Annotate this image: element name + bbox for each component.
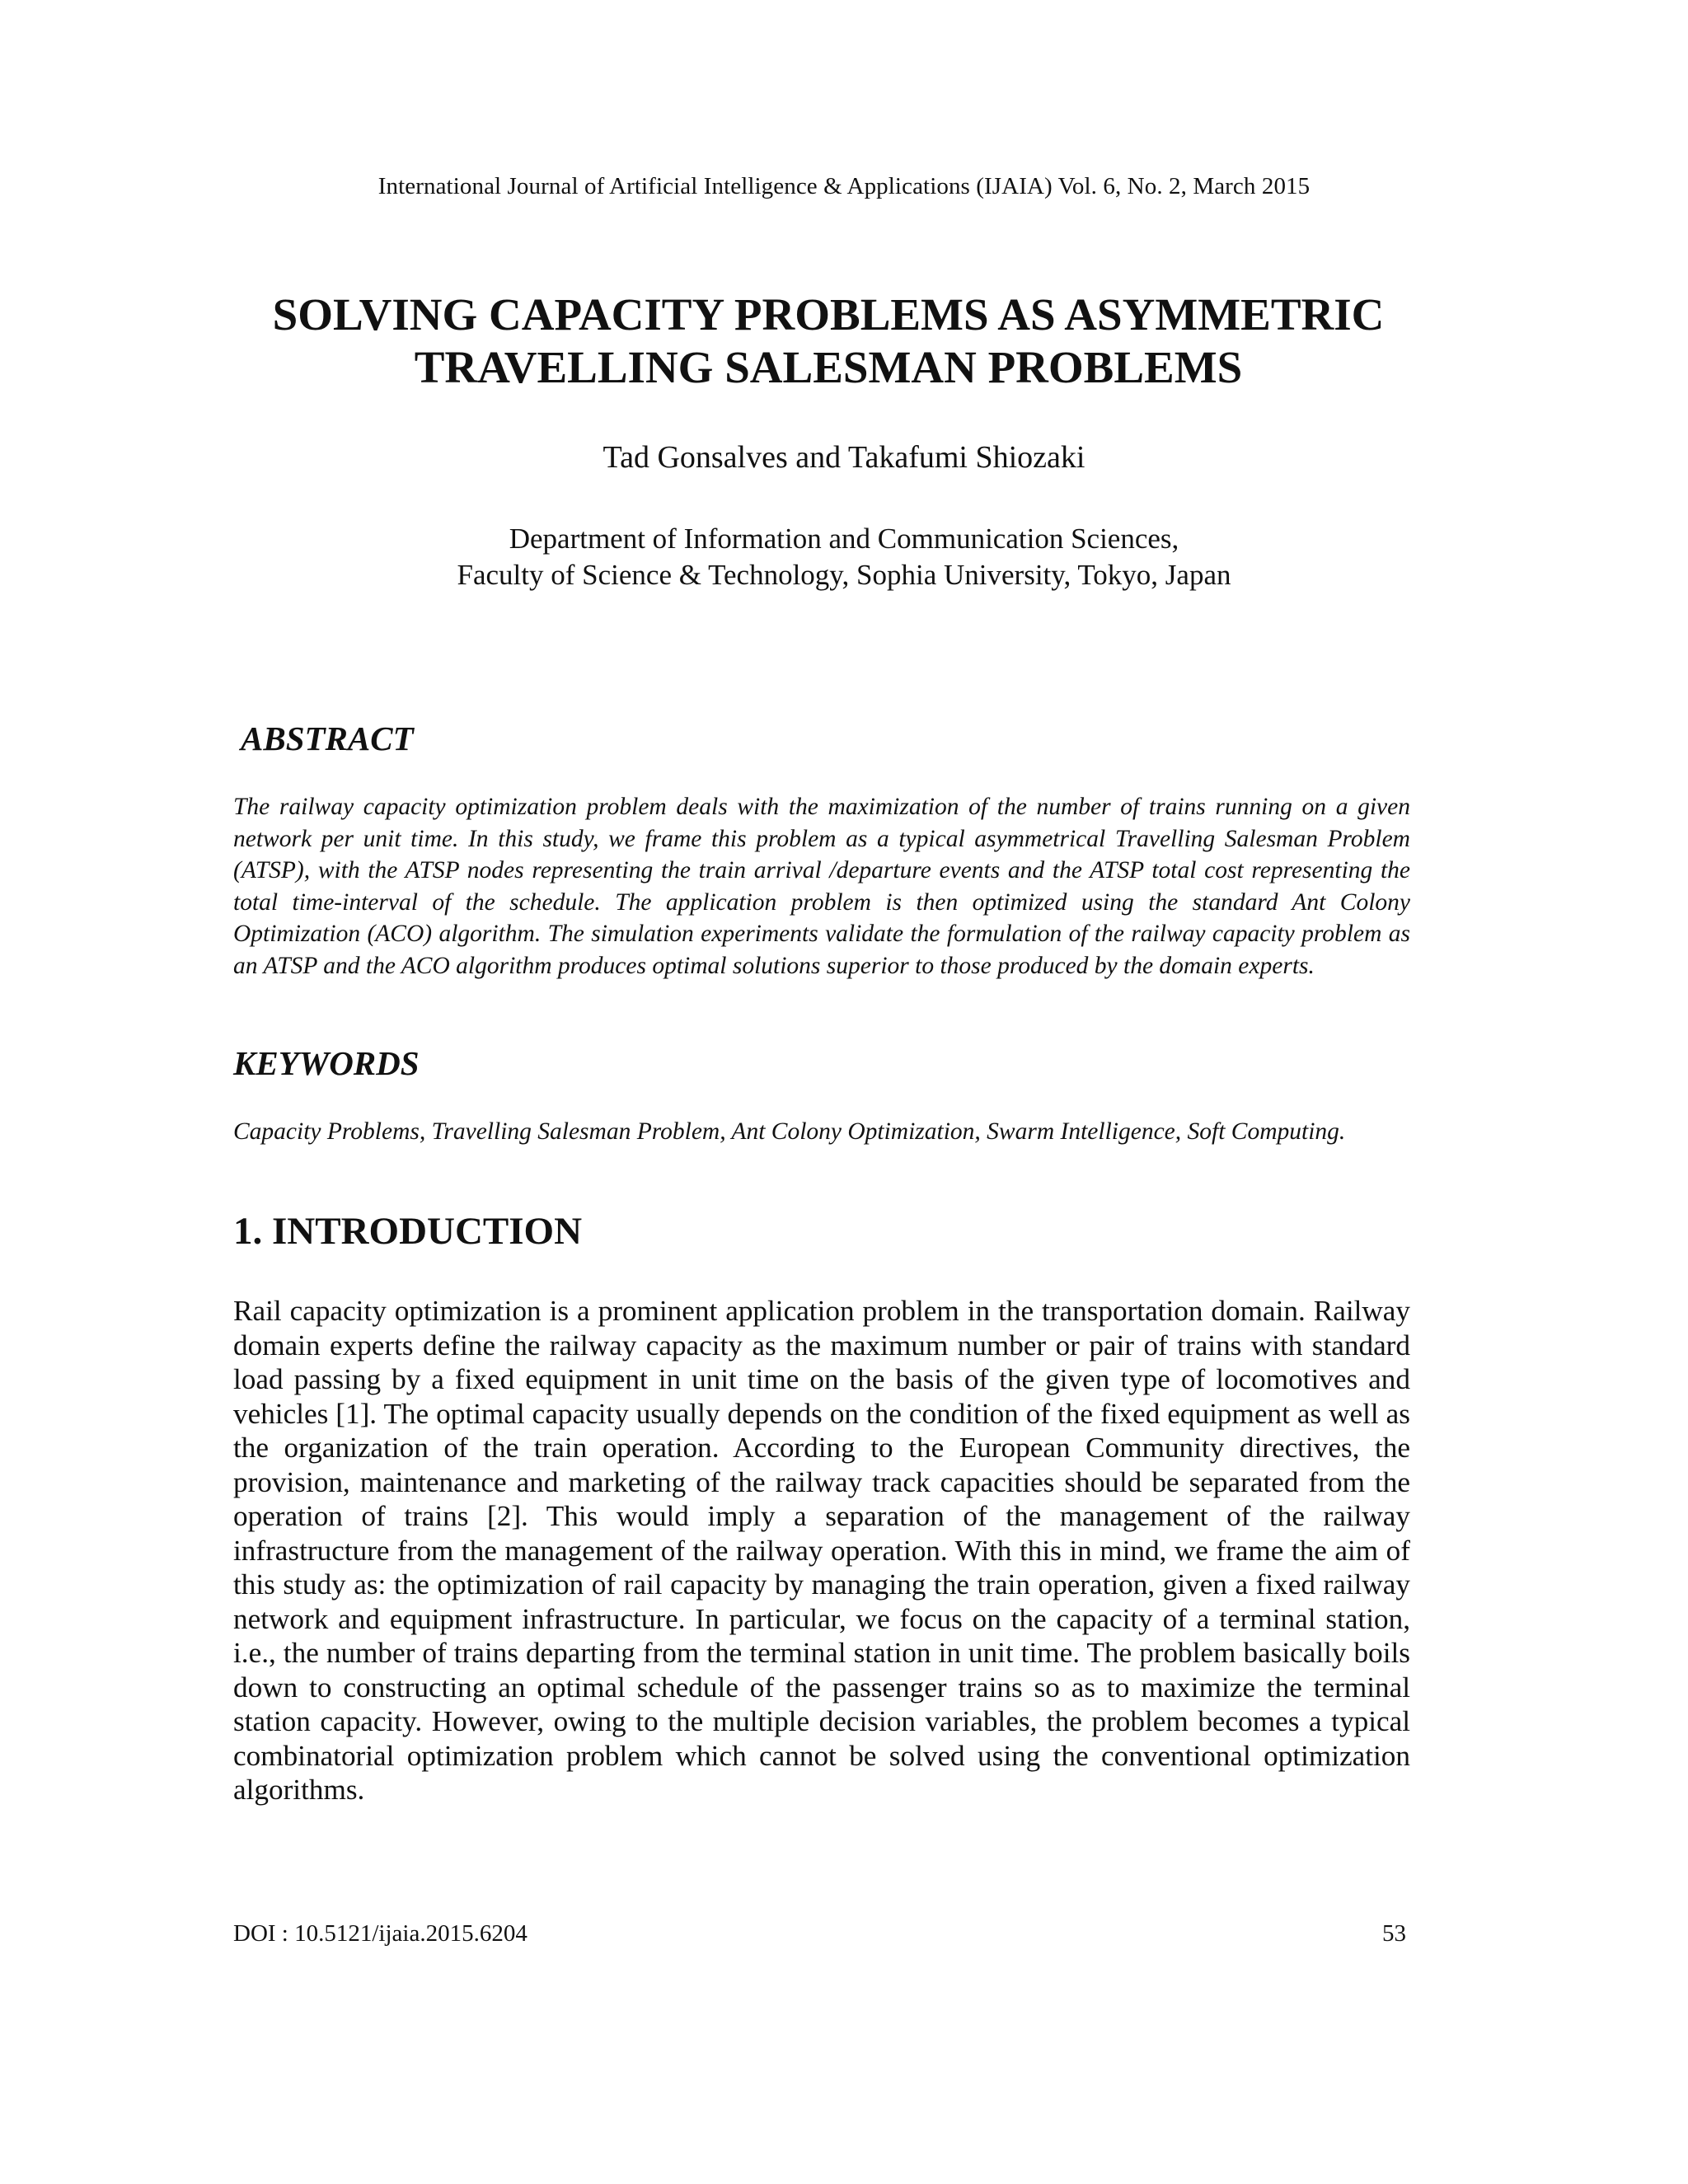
keywords-text: Capacity Problems, Travelling Salesman Problem, Ant Colony Optimization, Swarm Intelligence, Soft Computing.	[233, 1118, 1346, 1145]
authors: Tad Gonsalves and Takafumi Shiozaki	[603, 440, 1085, 475]
affiliation	[0, 521, 1688, 593]
affiliation-line-2: Faculty of Science & Technology, Sophia University, Tokyo, Japan	[457, 559, 1231, 591]
affiliation-line-1: Department of Information and Communication Sciences,	[509, 523, 1179, 555]
abstract-heading: ABSTRACT	[241, 719, 414, 757]
keywords-heading: KEYWORDS	[233, 1044, 420, 1082]
introduction-text: Rail capacity optimization is a prominent application problem in the transportation domain. Railway domain experts define the railway capacity as the maximum number or pair of trains with standard load passing by a fixed equipment in unit time on the basis of the given type of locomotives and vehicles [1]. The optimal capacity usually depends on the condition of the fixed equipment as well as the organization of the train operation. According to the European Community directives, the provision, maintenance and marketing of the railway track capacities should be separated from the operation of trains [2]. This would imply a separation of the management of the railway infrastructure from the management of the railway operation. With this in mind, we frame the aim of this study as: the optimization of rail capacity by managing the train operation, given a fixed railway network and equipment infrastructure. In particular, we focus on the capacity of a terminal station, i.e., the number of trains departing from the terminal station in unit time. The problem basically boils down to constructing an optimal schedule of the passenger trains so as to maximize the terminal station capacity. However, owing to the multiple decision variables, the problem becomes a typical combinatorial optimization problem which cannot be solved using the conventional optimization algorithms.	[233, 1295, 1410, 1806]
running-header: International Journal of Artificial Intelligence & Applications (IJAIA) Vol. 6, No. 2, March 2015	[377, 173, 1311, 199]
doi: DOI : 10.5121/ijaia.2015.6204	[233, 1920, 528, 1947]
page-number: 53	[1382, 1920, 1406, 1947]
paper-title	[165, 288, 1492, 394]
introduction-heading: 1. INTRODUCTION	[233, 1210, 583, 1253]
paper-title-line-1: SOLVING CAPACITY PROBLEMS AS ASYMMETRIC	[272, 289, 1385, 340]
abstract-text: The railway capacity optimization problem deals with the maximization of the number of trains running on a given network per unit time. In this study, we frame this problem as a typical asymmetrical Travelling Salesman Problem (ATSP), with the ATSP nodes representing the train arrival /departure events and the ATSP total cost representing the total time-interval of the schedule. The application problem is then optimized using the standard Ant Colony Optimization (ACO) algorithm. The simulation experiments validate the formulation of the railway capacity problem as an ATSP and the ACO algorithm produces optimal solutions superior to those produced by the domain experts.	[233, 794, 1410, 979]
paper-title-line-2: TRAVELLING SALESMAN PROBLEMS	[414, 342, 1243, 392]
